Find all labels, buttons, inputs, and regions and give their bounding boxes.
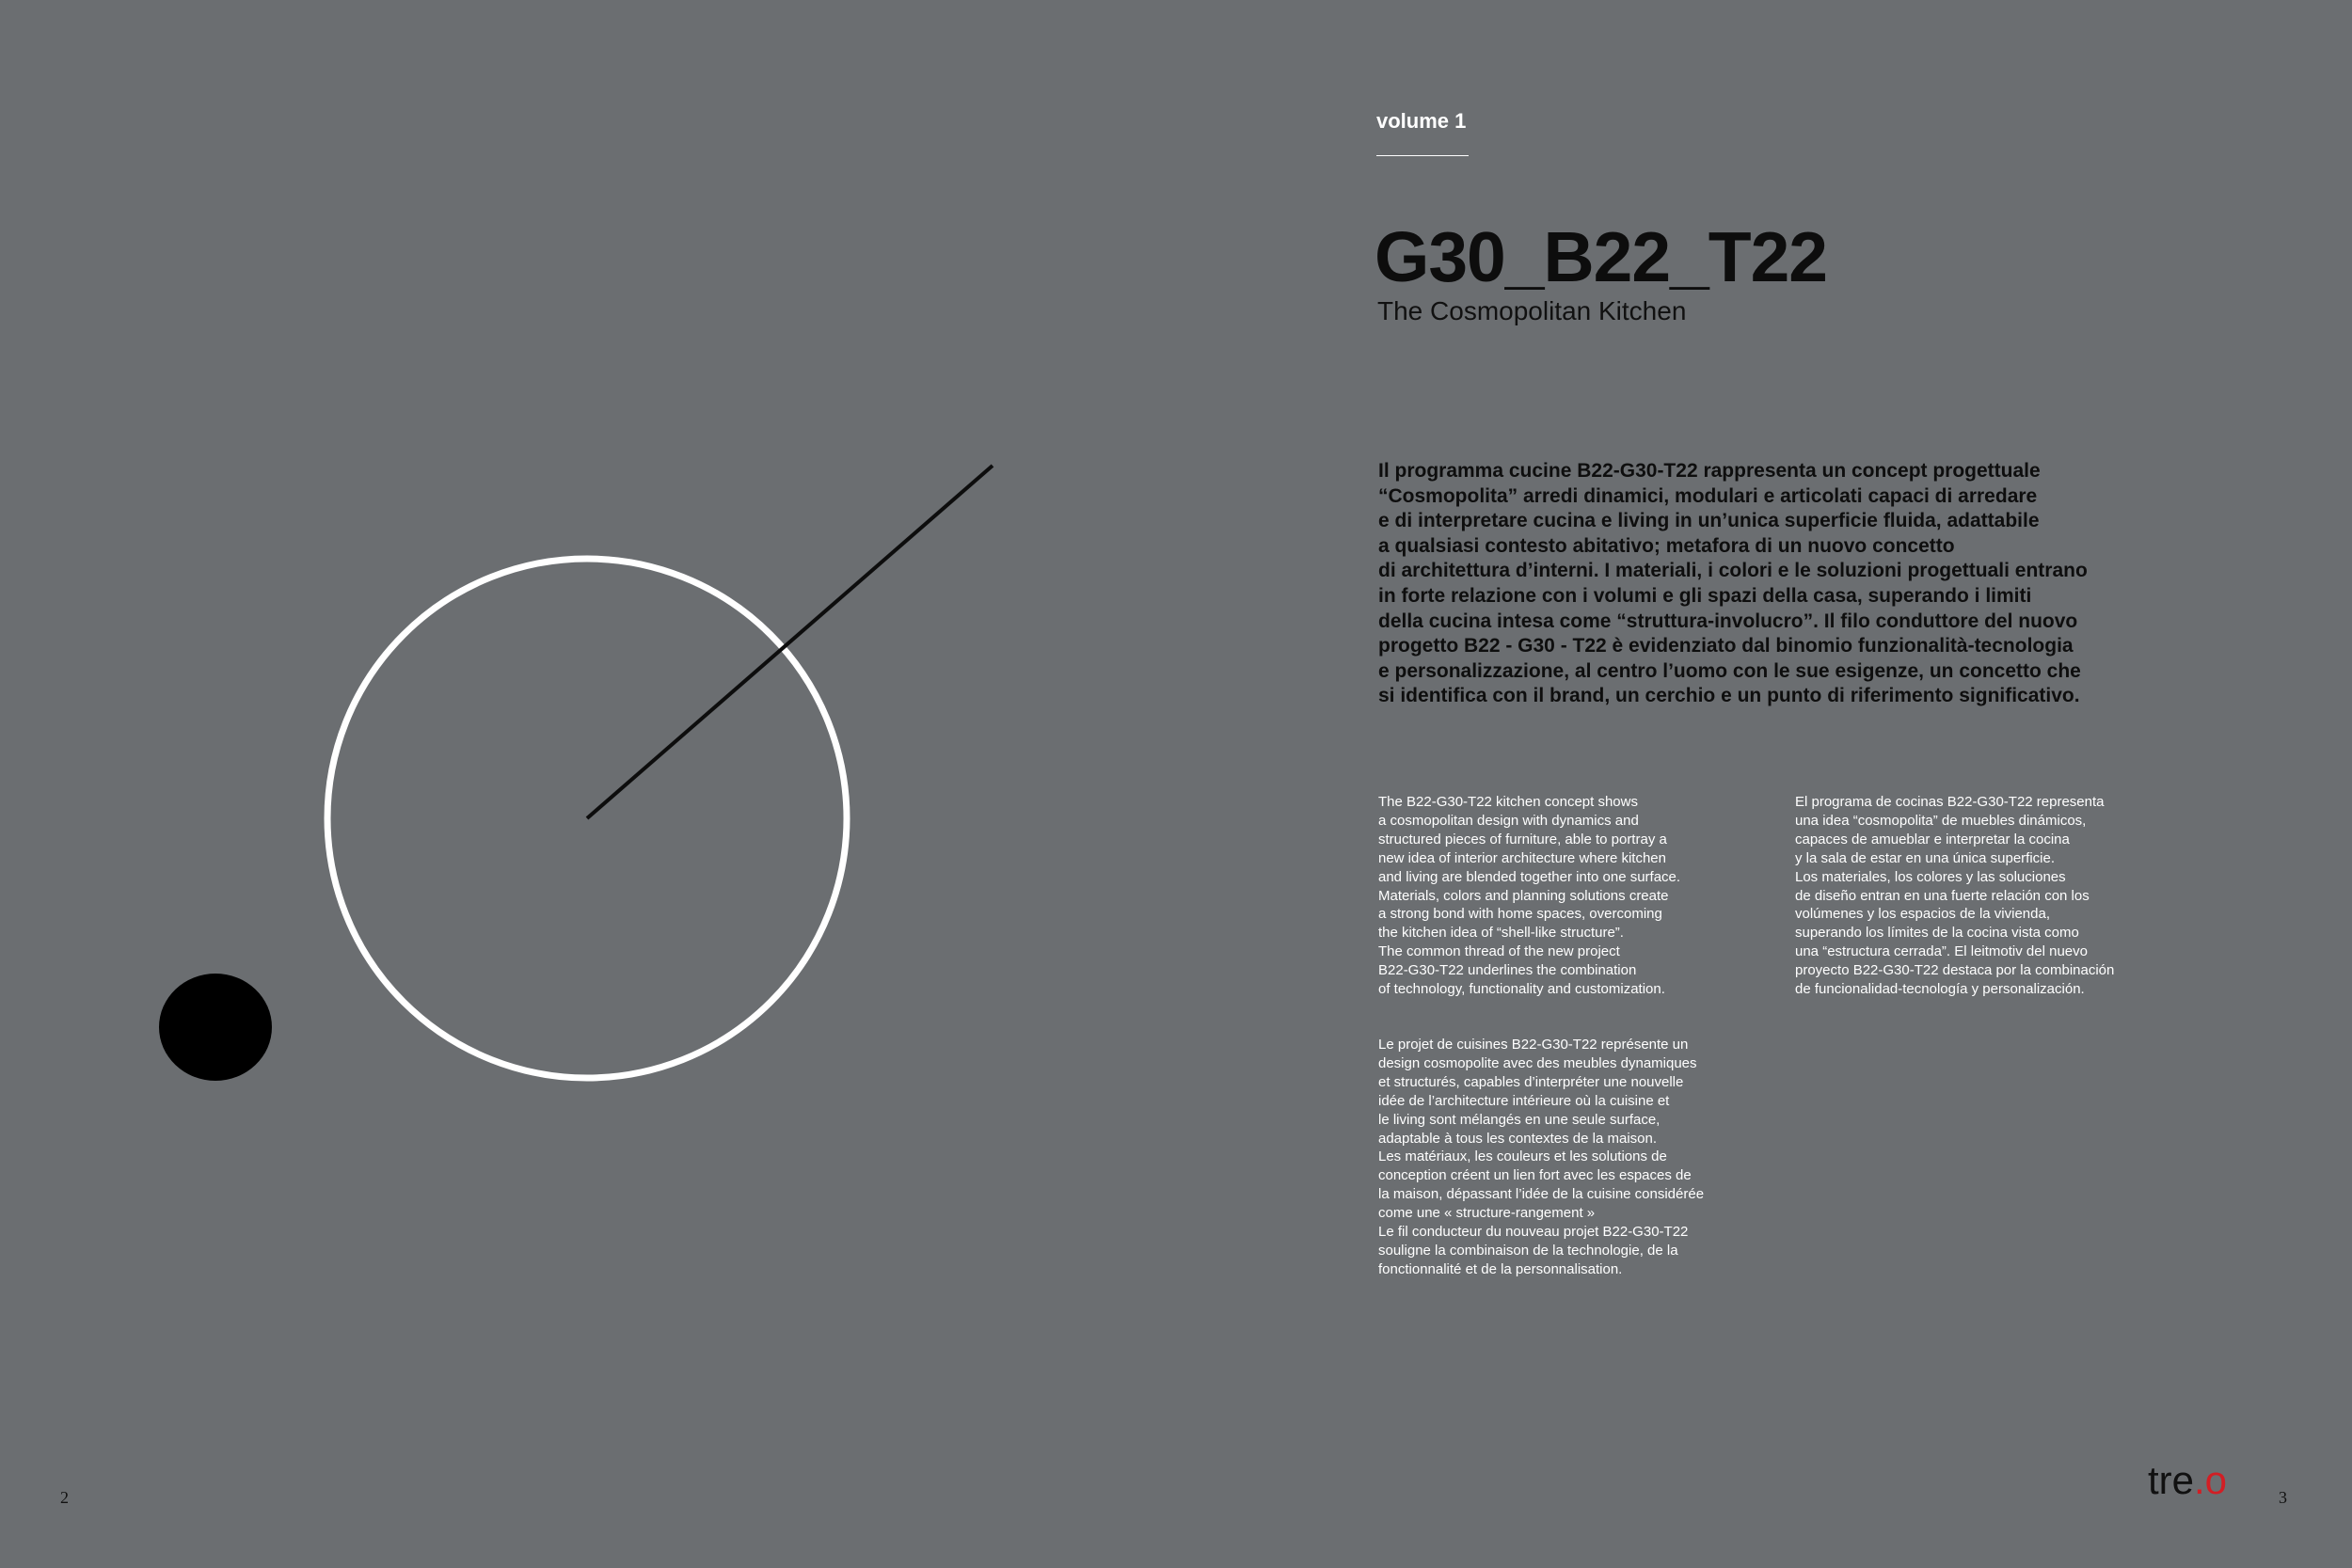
logo-dot-o: .o [2194, 1458, 2228, 1502]
volume-divider [1376, 155, 1469, 156]
text-english: The B22-G30-T22 kitchen concept shows a cosmopolitan design with dynamics and structured pieces of furniture, able to portray a new idea of interior architecture where kitchen and living are blended together into one surface. Materials, colors and planning solutions create a strong bond with home spaces, overcoming the kitchen idea of “shell-like structure”. The common thread of the new project B22-G30-T22 underlines the combination of technology, functionality and customization. [1378, 794, 1681, 998]
intro-paragraph-italian: Il programma cucine B22-G30-T22 rappresenta un concept progettuale “Cosmopolita” arredi dinamici, modulari e articolati capaci di arredare e di interpretare cucina e living in un’unica superficie fluida, adattabile a qualsiasi contesto abitativo; metafora di un nuovo concetto di architettura d’interni. I materiali, i colori e le soluzioni progettuali entrano in forte relazione con i volumi e gli spazi della casa, superando i limiti della cucina intesa come “struttura-involucro”. Il filo conduttore del nuovo progetto B22 - G30 - T22 è evidenziato dal binomio funzionalità-tecnologia e personalizzazione, al centro l’uomo con le sue esigenze, un concetto che si identifica con il brand, un cerchio e un punto di riferimento significativo. [1378, 460, 2088, 707]
text-french: Le projet de cuisines B22-G30-T22 représente un design cosmopolite avec des meubles dynamiques et structurés, capables d’interpréter une nouvelle idée de l’architecture intérieure où la cuisine et le living sont mélangés en une seule surface, adaptable à tous les contextes de la maison. Les matériaux, les couleurs et les solutions de conception créent un lien fort avec les espaces de la maison, dépassant l’idée de la cuisine considérée come une « structure-rangement » Le fil conducteur du nouveau projet B22-G30-T22 souligne la combinaison de la technologie, de la fonctionnalité et de la personnalisation. [1378, 1037, 1705, 1277]
black-dot [159, 974, 272, 1081]
volume-label: volume 1 [1376, 109, 1467, 133]
page-subtitle: The Cosmopolitan Kitchen [1377, 296, 1687, 325]
page-number-left: 2 [60, 1488, 69, 1507]
diagonal-line [587, 466, 993, 818]
logo-text: tre [2148, 1458, 2195, 1502]
brand-logo [2148, 1458, 2228, 1502]
page-number-right: 3 [2279, 1488, 2287, 1507]
page-title: G30_B22_T22 [1375, 217, 1828, 296]
text-spanish: El programa de cocinas B22-G30-T22 representa una idea “cosmopolita” de muebles dinámicos, capaces de amueblar e interpretar la cocina y la sala de estar en una única superficie. Los materiales, los colores y las soluciones de diseño entran en una fuerte relación con los volúmenes y los espacios de la vivienda, superando los límites de la cocina vista como una “estructura cerrada”. El leitmotiv del nuevo proyecto B22-G30-T22 destaca por la combinación de funcionalidad-tecnología y personalización. [1795, 794, 2115, 998]
